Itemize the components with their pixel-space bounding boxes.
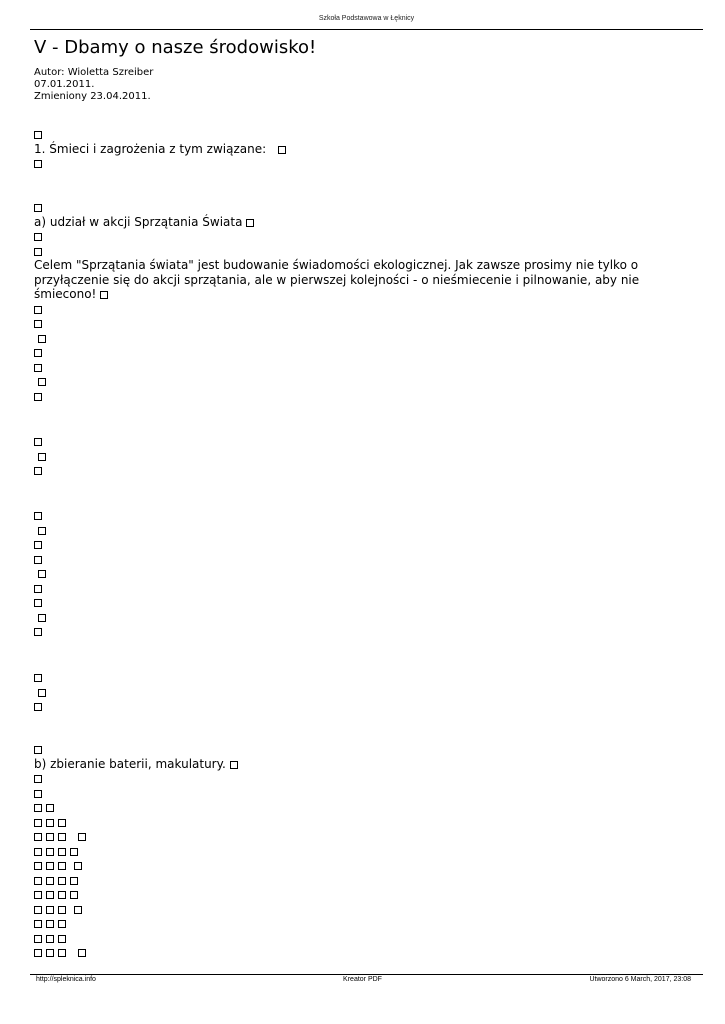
placeholder-line xyxy=(34,685,674,700)
missing-glyph-icon xyxy=(34,862,42,870)
missing-glyph-icon xyxy=(246,219,254,227)
placeholder-line xyxy=(34,374,674,389)
placeholder-line xyxy=(34,815,674,830)
missing-glyph-icon xyxy=(34,775,42,783)
body-paragraph: Celem "Sprzątania świata" jest budowanie świadomości ekologicznej. Jak zawsze prosimy nie tylko o przyłączenie się do akcji sprzątania, ale w pierwszej kolejności - o nieśmiecenie i pilnowanie, aby nie śmiecono! xyxy=(34,258,640,301)
missing-glyph-icon xyxy=(34,703,42,711)
missing-glyph-icon xyxy=(34,349,42,357)
placeholder-line xyxy=(34,331,674,346)
missing-glyph-icon xyxy=(34,599,42,607)
missing-glyph-icon xyxy=(34,746,42,754)
missing-glyph-icon xyxy=(34,790,42,798)
placeholder-group xyxy=(34,670,674,714)
placeholder-line xyxy=(34,916,674,931)
missing-glyph-icon xyxy=(58,935,66,943)
article-meta xyxy=(34,67,153,103)
placeholder-line xyxy=(34,360,674,375)
missing-glyph-icon xyxy=(34,949,42,957)
missing-glyph-icon xyxy=(34,906,42,914)
missing-glyph-icon xyxy=(38,378,46,386)
missing-glyph-icon xyxy=(34,585,42,593)
placeholder-line xyxy=(34,244,674,259)
missing-glyph-icon xyxy=(34,131,42,139)
missing-glyph-icon xyxy=(38,570,46,578)
placeholder-line xyxy=(34,302,674,317)
section-1 xyxy=(34,127,674,171)
missing-glyph-icon xyxy=(34,233,42,241)
missing-glyph-icon xyxy=(38,614,46,622)
placeholder-group xyxy=(34,434,674,478)
placeholder-line xyxy=(34,800,674,815)
placeholder-line xyxy=(34,229,674,244)
item-a-block xyxy=(34,200,674,403)
missing-glyph-icon xyxy=(230,761,238,769)
placeholder-line xyxy=(34,463,674,478)
missing-glyph-icon xyxy=(34,248,42,256)
footer-generator: Kreator PDF xyxy=(343,976,382,983)
placeholder-line xyxy=(34,434,674,449)
missing-glyph-icon xyxy=(34,306,42,314)
placeholder-line xyxy=(34,670,674,685)
placeholder-line xyxy=(34,316,674,331)
placeholder-line xyxy=(34,742,674,757)
missing-glyph-icon xyxy=(46,862,54,870)
missing-glyph-icon xyxy=(100,291,108,299)
missing-glyph-icon xyxy=(58,891,66,899)
placeholder-line xyxy=(34,931,674,946)
footer-url[interactable]: http://spleknica.info xyxy=(36,976,96,983)
placeholder-line xyxy=(34,873,674,888)
missing-glyph-icon xyxy=(58,906,66,914)
missing-glyph-icon xyxy=(46,935,54,943)
missing-glyph-icon xyxy=(74,862,82,870)
placeholder-line xyxy=(34,887,674,902)
placeholder-line xyxy=(34,566,674,581)
modified-date: Zmieniony 23.04.2011. xyxy=(34,91,151,102)
created-date: 07.01.2011. xyxy=(34,79,95,90)
placeholder-line xyxy=(34,389,674,404)
placeholder-line xyxy=(34,902,674,917)
placeholder-line xyxy=(34,844,674,859)
missing-glyph-icon xyxy=(58,949,66,957)
placeholder-line xyxy=(34,945,674,960)
missing-glyph-icon xyxy=(58,862,66,870)
header-divider xyxy=(30,29,703,30)
page-header: Szkoła Podstawowa w Łęknicy xyxy=(318,15,415,22)
missing-glyph-icon xyxy=(34,393,42,401)
missing-glyph-icon xyxy=(46,949,54,957)
missing-glyph-icon xyxy=(58,848,66,856)
missing-glyph-icon xyxy=(34,628,42,636)
missing-glyph-icon xyxy=(34,467,42,475)
missing-glyph-icon xyxy=(34,920,42,928)
item-b-heading: b) zbieranie baterii, makulatury. xyxy=(34,757,674,772)
missing-glyph-icon xyxy=(38,453,46,461)
missing-glyph-icon xyxy=(46,906,54,914)
missing-glyph-icon xyxy=(46,804,54,812)
missing-glyph-icon xyxy=(34,804,42,812)
missing-glyph-icon xyxy=(74,906,82,914)
placeholder-line xyxy=(34,508,674,523)
missing-glyph-icon xyxy=(34,160,42,168)
missing-glyph-icon xyxy=(34,848,42,856)
missing-glyph-icon xyxy=(34,541,42,549)
item-a-heading: a) udział w akcji Sprzątania Świata xyxy=(34,215,674,230)
missing-glyph-icon xyxy=(278,146,286,154)
placeholder-line xyxy=(34,156,674,171)
placeholder-line xyxy=(34,200,674,215)
missing-glyph-icon xyxy=(34,935,42,943)
missing-glyph-icon xyxy=(34,819,42,827)
missing-glyph-icon xyxy=(70,848,78,856)
placeholder-line xyxy=(34,552,674,567)
placeholder-line xyxy=(34,610,674,625)
placeholder-line xyxy=(34,345,674,360)
author-line: Autor: Wioletta Szreiber xyxy=(34,67,154,78)
missing-glyph-icon xyxy=(34,877,42,885)
missing-glyph-icon xyxy=(34,438,42,446)
missing-glyph-icon xyxy=(78,949,86,957)
missing-glyph-icon xyxy=(34,556,42,564)
placeholder-line xyxy=(34,624,674,639)
missing-glyph-icon xyxy=(46,833,54,841)
missing-glyph-icon xyxy=(38,335,46,343)
missing-glyph-icon xyxy=(46,848,54,856)
missing-glyph-icon xyxy=(46,920,54,928)
missing-glyph-icon xyxy=(38,527,46,535)
missing-glyph-icon xyxy=(34,891,42,899)
missing-glyph-icon xyxy=(58,833,66,841)
missing-glyph-icon xyxy=(58,920,66,928)
page-title: V - Dbamy o nasze środowisko! xyxy=(34,37,317,58)
placeholder-line xyxy=(34,595,674,610)
missing-glyph-icon xyxy=(46,891,54,899)
missing-glyph-icon xyxy=(46,819,54,827)
footer-divider xyxy=(30,974,703,975)
placeholder-line xyxy=(34,127,674,142)
placeholder-line xyxy=(34,449,674,464)
missing-glyph-icon xyxy=(34,204,42,212)
item-b-block xyxy=(34,742,674,960)
section-heading: 1. Śmieci i zagrożenia z tym związane: xyxy=(34,142,674,157)
missing-glyph-icon xyxy=(34,674,42,682)
missing-glyph-icon xyxy=(34,320,42,328)
missing-glyph-icon xyxy=(58,877,66,885)
placeholder-line xyxy=(34,771,674,786)
missing-glyph-icon xyxy=(58,819,66,827)
footer-created-date: Utworzono 6 March, 2017, 23:08 xyxy=(589,976,691,983)
missing-glyph-icon xyxy=(78,833,86,841)
missing-glyph-icon xyxy=(34,364,42,372)
missing-glyph-icon xyxy=(70,877,78,885)
placeholder-line xyxy=(34,581,674,596)
missing-glyph-icon xyxy=(34,833,42,841)
placeholder-line xyxy=(34,786,674,801)
missing-glyph-icon xyxy=(34,512,42,520)
placeholder-line xyxy=(34,829,674,844)
missing-glyph-icon xyxy=(38,689,46,697)
missing-glyph-icon xyxy=(46,877,54,885)
placeholder-line xyxy=(34,858,674,873)
placeholder-group xyxy=(34,508,674,639)
missing-glyph-icon xyxy=(70,891,78,899)
placeholder-line xyxy=(34,523,674,538)
placeholder-line xyxy=(34,699,674,714)
placeholder-line xyxy=(34,537,674,552)
